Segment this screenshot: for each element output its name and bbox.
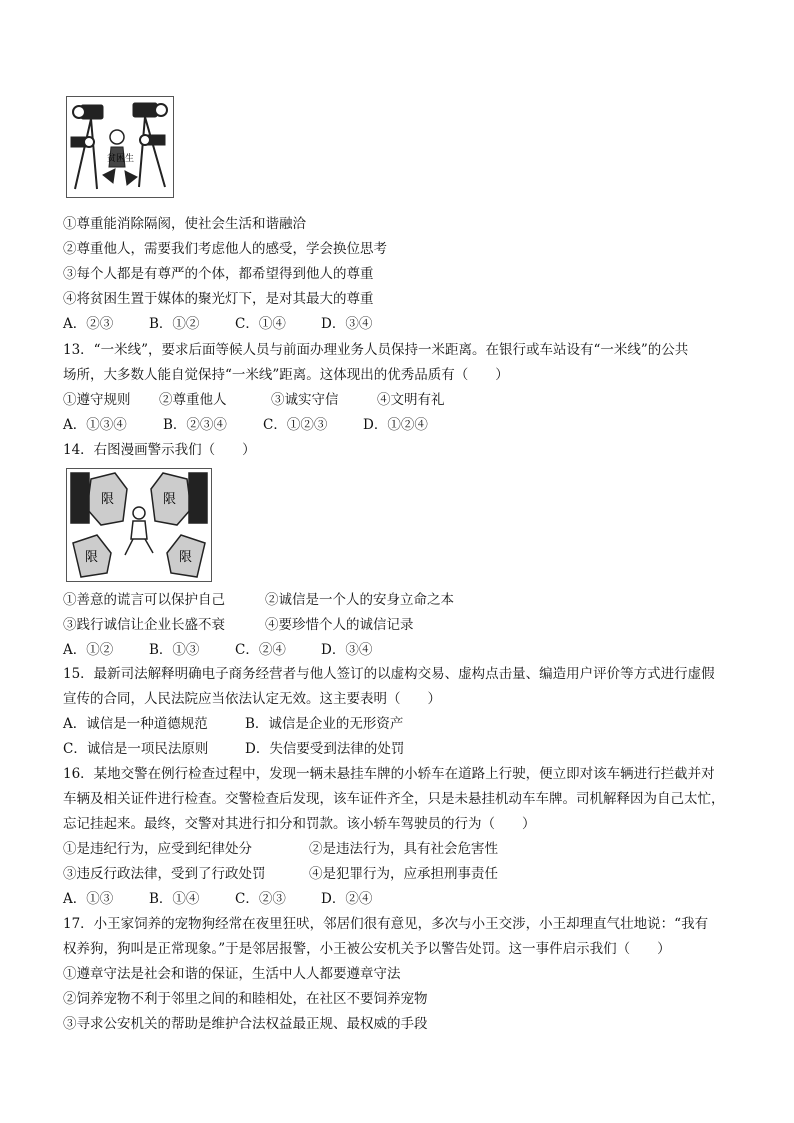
q12-option-d: D．③④ (321, 316, 373, 332)
q13-option-d: D．①②④ (363, 417, 428, 433)
q16-stem-line-2: 车辆及相关证件进行检查。交警检查后发现，该车证件齐全，只是未悬挂机动车车牌。司机解释因为自己太忙， (63, 791, 725, 807)
q13-stem-line-1: 13．“一米线”，要求后面等候人员与前面办理业务人员保持一米距离。在银行或车站设有“一米线”的公共 (63, 342, 689, 358)
cartoon-poor-student-media (66, 96, 174, 198)
q16-option-c: C．②③ (235, 891, 286, 907)
cartoon-drawing (67, 97, 173, 197)
cartoon2-label-2: 限 (163, 492, 177, 507)
q14-option-a: A．①② (63, 642, 114, 658)
q12-statement-2: ②尊重他人，需要我们考虑他人的感受，学会换位思考 (63, 241, 387, 257)
q15-options-row-2 (63, 740, 404, 758)
q16-options (63, 890, 372, 908)
q14-stem: 14．右图漫画警示我们（ ） (63, 442, 256, 458)
q16-statement-3: ③违反行政法律，受到了行政处罚 (63, 866, 266, 882)
q14-option-b: B．①③ (149, 642, 200, 658)
q14-statement-1: ①善意的谎言可以保护自己 (63, 592, 225, 608)
cartoon2-label-3: 限 (85, 550, 99, 565)
q13-stem-line-2: 场所，大多数人能自觉保持“一米线”距离。这体现出的优秀品质有（ ） (63, 367, 509, 383)
q16-statement-4: ④是犯罪行为，应承担刑事责任 (309, 866, 498, 882)
q12-statement-1: ①尊重能消除隔阂，使社会生活和谐融洽 (63, 216, 306, 232)
q12-option-c: C．①④ (235, 316, 286, 332)
q15-option-c: C．诚信是一项民法原则 (63, 741, 209, 757)
q13-item-1: ①遵守规则 (63, 392, 131, 408)
q16-stem-line-3: 忘记挂起来。最终，交警对其进行扣分和罚款。该小轿车驾驶员的行为（ ） (63, 816, 536, 832)
cartoon1-label: 贫困生 (107, 154, 135, 164)
cartoon2-label-1: 限 (101, 492, 115, 507)
q17-statement-3: ③寻求公安机关的帮助是维护合法权益最正规、最权威的手段 (63, 1016, 428, 1032)
q17-stem-line-2: 权养狗，狗叫是正常现象。”于是邻居报警，小王被公安机关予以警告处罚。这一事件启示我们（ ） (63, 941, 671, 957)
q17-stem-line-1: 17．小王家饲养的宠物狗经常在夜里狂吠，邻居们很有意见，多次与小王交涉，小王却理直气壮地说：“我有 (63, 916, 709, 932)
q13-option-b: B．②③④ (163, 417, 227, 433)
q15-option-d: D．失信要受到法律的处罚 (245, 741, 405, 757)
q16-statement-2: ②是违法行为，具有社会危害性 (309, 841, 498, 857)
q12-option-a: A．②③ (63, 316, 114, 332)
q16-option-d: D．②④ (321, 891, 373, 907)
q14-statement-2: ②诚信是一个人的安身立命之本 (265, 592, 454, 608)
q15-stem-line-1: 15．最新司法解释明确电子商务经营者与他人签订的以虚构交易、虚构点击量、编造用户评价等方式进行虚假 (63, 666, 715, 682)
q12-option-b: B．①② (149, 316, 200, 332)
q15-stem-line-2: 宣传的合同，人民法院应当依法认定无效。这主要表明（ ） (63, 691, 441, 707)
q14-option-c: C．②④ (235, 642, 286, 658)
q16-statements-row-2 (63, 865, 498, 883)
q13-item-2: ②尊重他人 (159, 392, 227, 408)
q14-statements-row-2 (63, 616, 414, 634)
q12-statement-3: ③每个人都是有尊严的个体，都希望得到他人的尊重 (63, 266, 374, 282)
q13-item-4: ④文明有礼 (377, 392, 445, 408)
cartoon2-drawing (67, 469, 211, 581)
q15-option-b: B．诚信是企业的无形资产 (245, 716, 404, 732)
q16-statements-row-1 (63, 840, 498, 858)
q16-option-b: B．①④ (149, 891, 200, 907)
q17-statement-1: ①遵章守法是社会和谐的保证，生活中人人都要遵章守法 (63, 966, 401, 982)
q14-options (63, 641, 372, 659)
q16-stem-line-1: 16．某地交警在例行检查过程中，发现一辆未悬挂车牌的小轿车在道路上行驶，便立即对该车辆进行拦截并对 (63, 766, 715, 782)
q14-statements-row-1 (63, 591, 454, 609)
q12-options (63, 315, 372, 333)
q15-option-a: A．诚信是一种道德规范 (63, 716, 208, 732)
q13-item-3: ③诚实守信 (271, 392, 339, 408)
q16-option-a: A．①③ (63, 891, 114, 907)
q13-option-a: A．①③④ (63, 417, 127, 433)
q16-statement-1: ①是违纪行为，应受到纪律处分 (63, 841, 252, 857)
cartoon-limit-hands (66, 468, 212, 582)
q14-statement-3: ③践行诚信让企业长盛不衰 (63, 617, 225, 633)
q12-statement-4: ④将贫困生置于媒体的聚光灯下，是对其最大的尊重 (63, 291, 374, 307)
q13-option-c: C．①②③ (263, 417, 328, 433)
cartoon2-label-4: 限 (179, 550, 193, 565)
q14-option-d: D．③④ (321, 642, 373, 658)
q15-options-row-1 (63, 715, 403, 733)
q14-statement-4: ④要珍惜个人的诚信记录 (265, 617, 414, 633)
q13-items (63, 391, 445, 409)
q13-options (63, 416, 428, 434)
q17-statement-2: ②饲养宠物不利于邻里之间的和睦相处，在社区不要饲养宠物 (63, 991, 428, 1007)
